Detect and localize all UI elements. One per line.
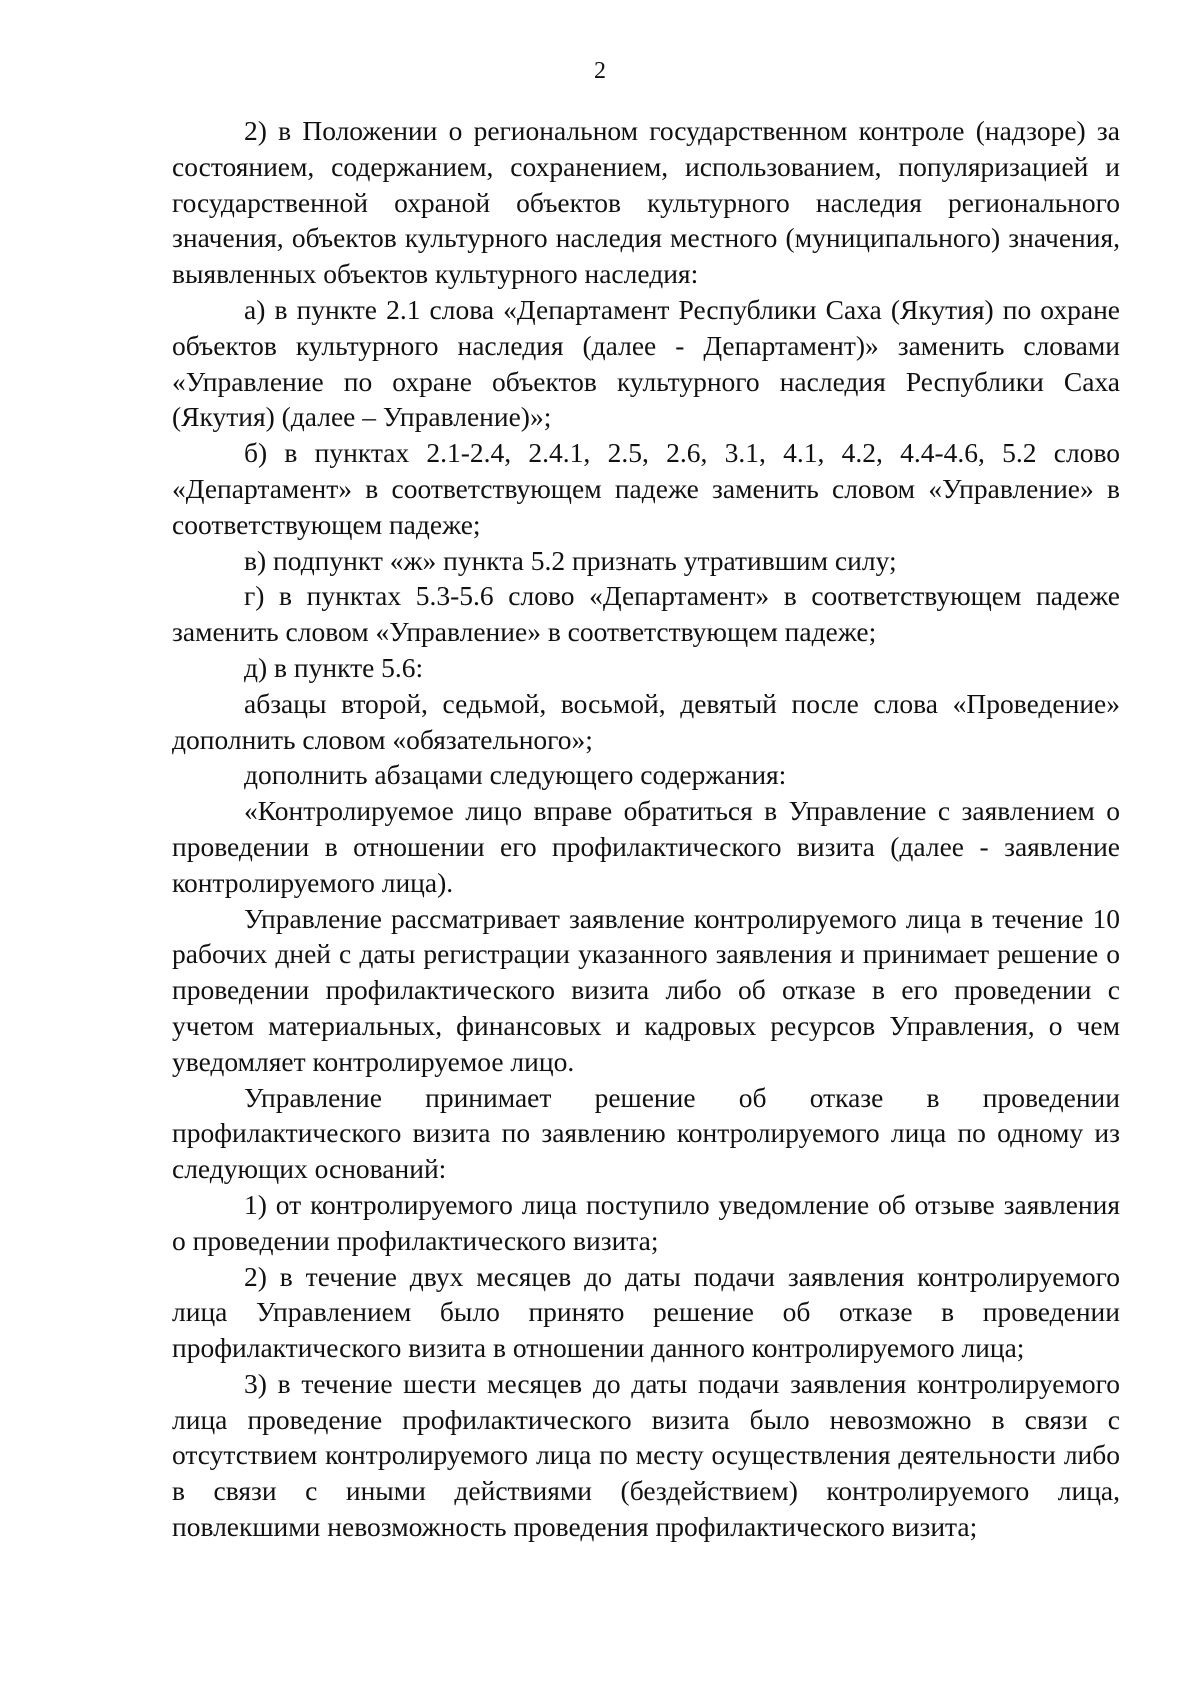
paragraph: Управление принимает решение об отказе в проведении профилактического визита по заявлению контролируемого лица по одному из следующих оснований:: [172, 1081, 1120, 1185]
paragraph: 2) в Положении о региональном государственном контроле (надзоре) за состоянием, содержанием, сохранением, использованием, популяризацией и государственной охраной объектов культурного наследия регионального значения, объектов культурного наследия местного (муниципального) значения, выявленных объектов культурного наследия:: [172, 115, 1120, 290]
document-body: [172, 113, 1120, 1545]
paragraph: «Контролируемое лицо вправе обратиться в Управление с заявлением о проведении в отношении его профилактического визита (далее - заявление контролируемого лица).: [172, 795, 1120, 898]
paragraph: дополнить абзацами следующего содержания:: [244, 759, 787, 791]
paragraph: 2) в течение двух месяцев до даты подачи заявления контролируемого лица Управлением было принято решение об отказе в проведении профилактического визита в отношении данного контролируемого лица;: [172, 1260, 1120, 1364]
paragraph: 1) от контролируемого лица поступило уведомление об отзыве заявления о проведении профилактического визита;: [172, 1188, 1120, 1256]
paragraph: д) в пункте 5.6:: [244, 651, 424, 683]
paragraph: б) в пунктах 2.1-2.4, 2.4.1, 2.5, 2.6, 3.1, 4.1, 4.2, 4.4-4.6, 5.2 слово «Департамент» в соответствующем падеже заменить словом «Управление» в соответствующем падеже;: [172, 437, 1120, 540]
paragraph: в) подпункт «ж» пункта 5.2 признать утратившим силу;: [244, 544, 897, 576]
paragraph: Управление рассматривает заявление контролируемого лица в течение 10 рабочих дней с даты регистрации указанного заявления и принимает решение о проведении профилактического визита либо об отказе в его проведении с учетом материальных, финансовых и кадровых ресурсов Управления, о чем уведомляет контролируемое лицо.: [172, 902, 1120, 1077]
paragraph: а) в пункте 2.1 слова «Департамент Республики Саха (Якутия) по охране объектов культурного наследия (далее - Департамент)» заменить словами «Управление по охране объектов культурного наследия Республики Саха (Якутия) (далее – Управление)»;: [172, 293, 1120, 433]
paragraph: 3) в течение шести месяцев до даты подачи заявления контролируемого лица проведение профилактического визита было невозможно в связи с отсутствием контролируемого лица по месту осуществления деятельности либо в связи с иными действиями (бездействием) контролируемого лица, повлекшими невозможность проведения профилактического визита;: [172, 1367, 1120, 1543]
paragraph: г) в пунктах 5.3-5.6 слово «Департамент» в соответствующем падеже заменить словом «Управление» в соответствующем падеже;: [172, 580, 1120, 648]
page-number: 2: [594, 58, 606, 84]
paragraph: абзацы второй, седьмой, восьмой, девятый после слова «Проведение» дополнить словом «обязательного»;: [172, 687, 1120, 755]
